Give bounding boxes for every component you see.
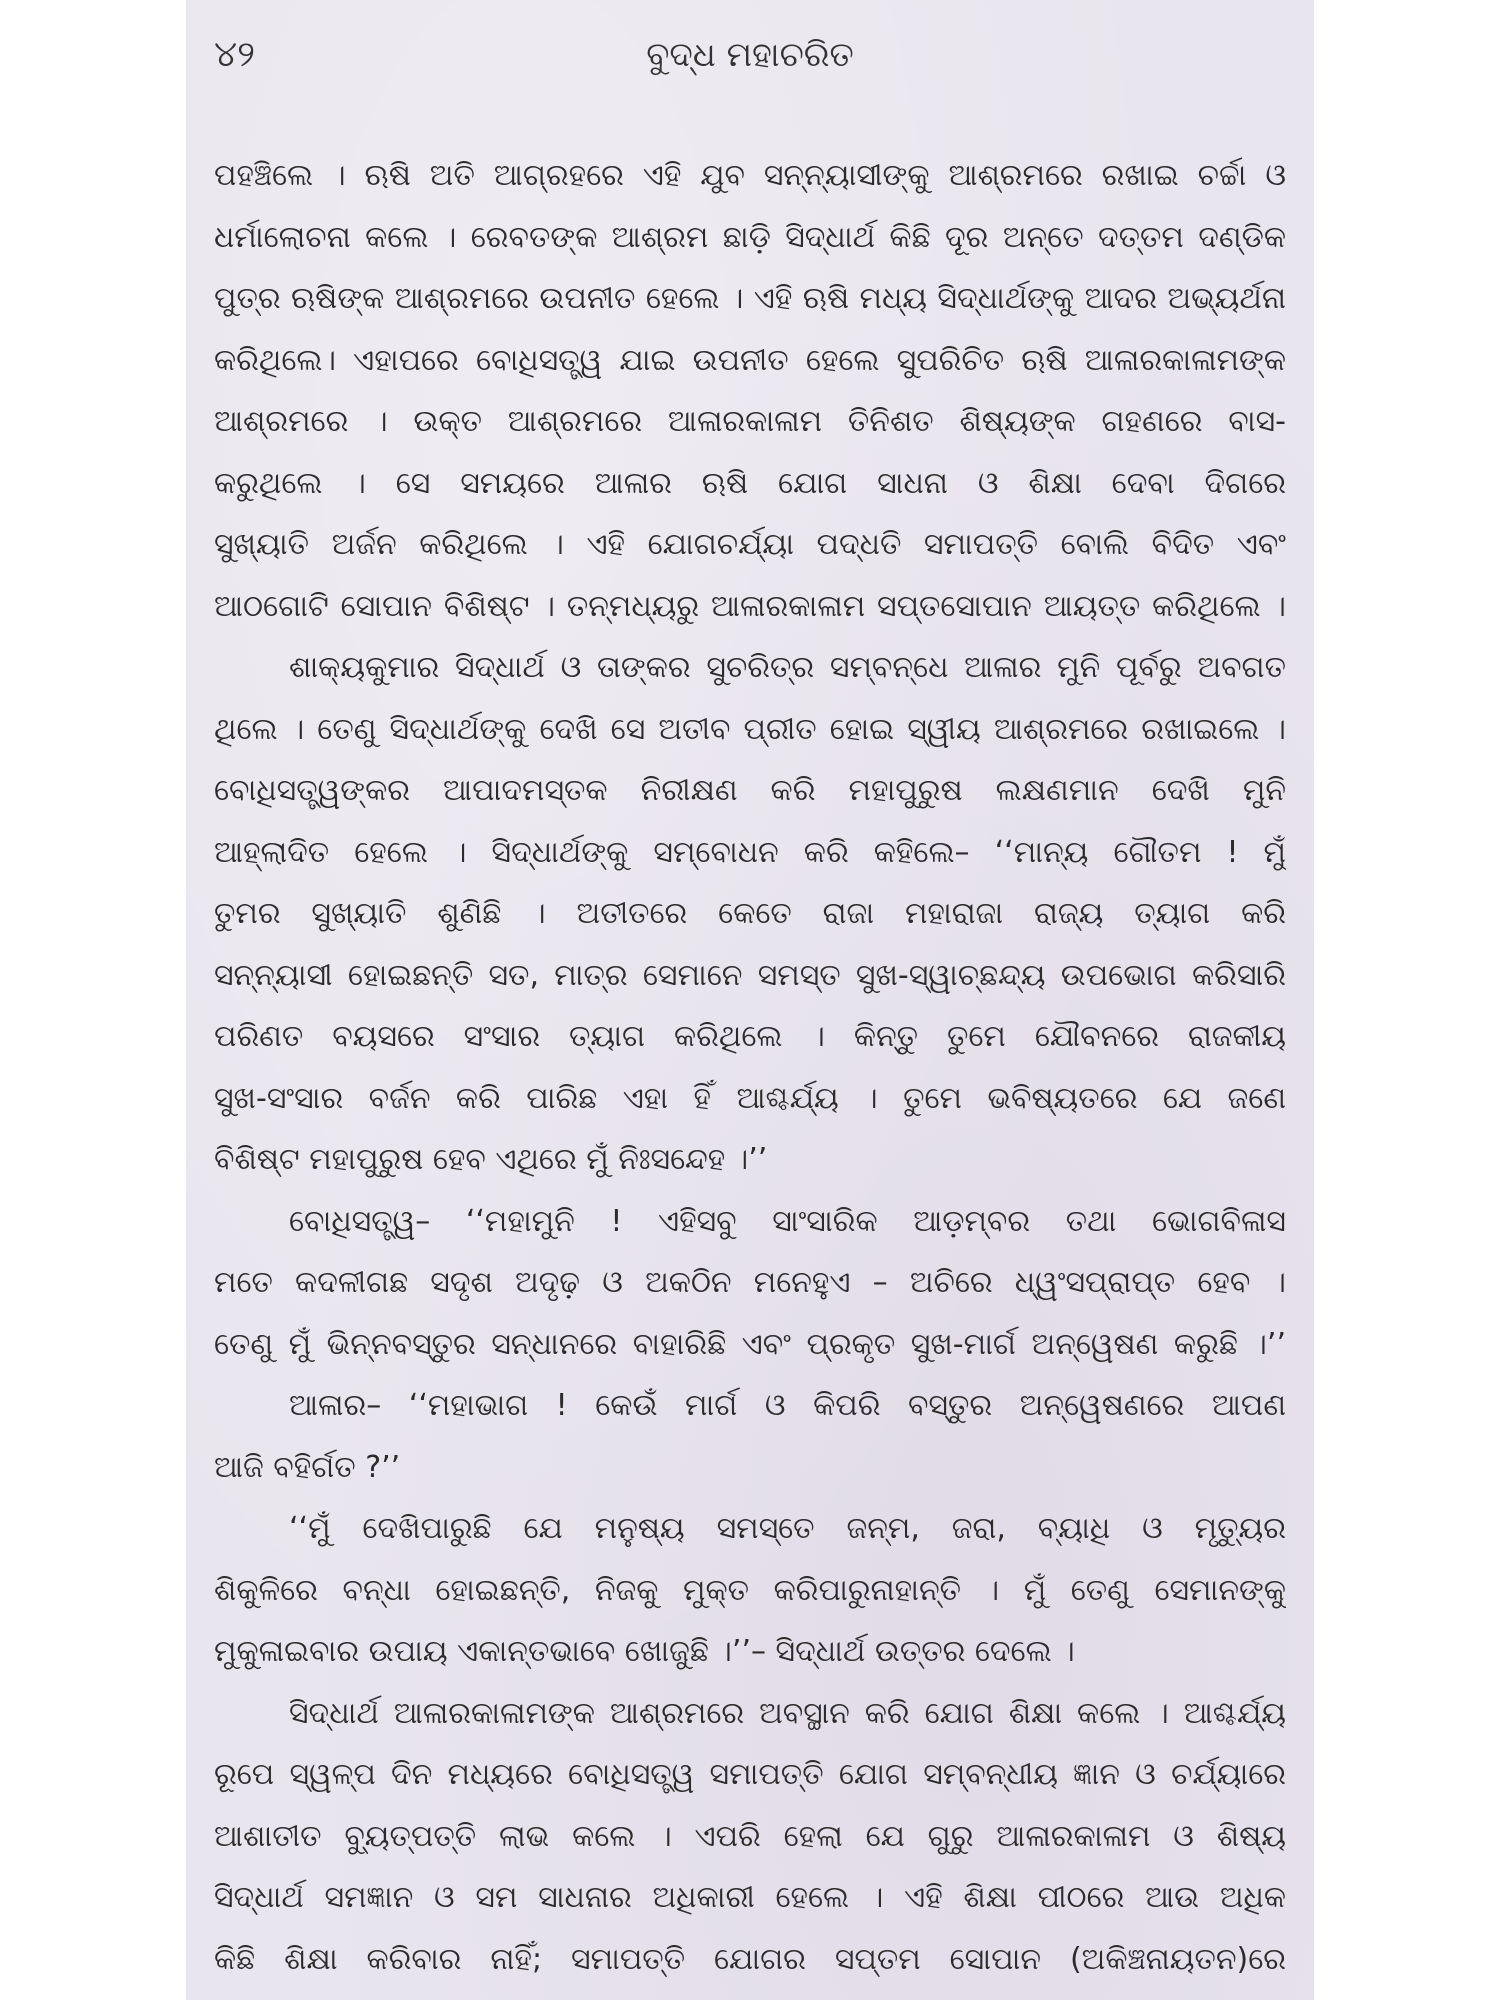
text-line: ମତେ କଦଳୀଗଛ ସଦୃଶ ଅଦୃଢ଼ ଓ ଅକଠିନ ମନେହୁଏ – ଅଚିରେ ଧ୍ୱଂସପ୍ରାପ୍ତ ହେବ । (214, 1265, 1286, 1300)
text-line: ଆହ୍ଲାଦିତ ହେଲେ । ସିଦ୍ଧାର୍ଥଙ୍କୁ ସମ୍ବୋଧନ କରି କହିଲେ– ‘‘ମାନ୍ୟ ଗୌତମ ! ମୁଁ (214, 834, 1286, 870)
text-line: ଆଶ୍ରମରେ । ଉକ୍ତ ଆଶ୍ରମରେ ଆଳାରକାଳାମ ତିନିଶତ ଶିଷ୍ୟଙ୍କ ଗହଣରେ ବାସ- (214, 404, 1286, 439)
text-line: ଆଠଗୋଟି ସୋପାନ ବିଶିଷ୍ଟ । ତନ୍ମଧ୍ୟରୁ ଆଳାରକାଳାମ ସପ୍ତସୋପାନ ଆୟତ୍ତ କରିଥିଲେ । (214, 588, 1286, 624)
text-line: ସିଦ୍ଧାର୍ଥ ଆଳାରକାଳାମଙ୍କ ଆଶ୍ରମରେ ଅବସ୍ଥାନ କରି ଯୋଗ ଶିକ୍ଷା କଲେ । ଆଶ୍ଚର୍ଯ୍ୟ (289, 1695, 1286, 1731)
body-text (214, 145, 1286, 1990)
text-line: ଶିକୁଳିରେ ବନ୍ଧା ହୋଇଛନ୍ତି, ନିଜକୁ ମୁକ୍ତ କରିପାରୁନାହାନ୍ତି । ମୁଁ ତେଣୁ ସେମାନଙ୍କୁ (214, 1572, 1286, 1608)
text-line: ଧର୍ମାଲୋଚନା କଲେ । ରେବତଙ୍କ ଆଶ୍ରମ ଛାଡ଼ି ସିଦ୍ଧାର୍ଥ କିଛି ଦୂର ଅନ୍ତେ ଦତ୍ତମ ଦଣ୍ଡିକ (214, 219, 1286, 255)
text-line: କରୁଥିଲେ । ସେ ସମୟରେ ଆଳାର ଋଷି ଯୋଗ ସାଧନା ଓ ଶିକ୍ଷା ଦେବା ଦିଗରେ (214, 465, 1286, 501)
text-line: ଶାକ୍ୟକୁମାର ସିଦ୍ଧାର୍ଥ ଓ ତାଙ୍କର ସୁଚରିତ୍ର ସମ୍ବନ୍ଧେ ଆଳାର ମୁନି ପୂର୍ବରୁ ଅବଗତ (289, 650, 1286, 685)
page-header (186, 30, 1314, 80)
text-line: ଆଜି ବହିର୍ଗତ ?’’ (214, 1449, 401, 1485)
text-line: ସୁଖ-ସଂସାର ବର୍ଜନ କରି ପାରିଛ ଏହା ହିଁ ଆଶ୍ଚର୍ଯ୍ୟ । ତୁମେ ଭବିଷ୍ୟତରେ ଯେ ଜଣେ (214, 1080, 1286, 1116)
text-line: ତୁମର ସୁଖ୍ୟାତି ଶୁଣିଛି । ଅତୀତରେ କେତେ ରାଜା ମହାରାଜା ରାଜ୍ୟ ତ୍ୟାଗ କରି (214, 896, 1286, 931)
text-line: ସିଦ୍ଧାର୍ଥ ସମଜ୍ଞାନ ଓ ସମ ସାଧନାର ଅଧିକାରୀ ହେଲେ । ଏହି ଶିକ୍ଷା ପୀଠରେ ଆଉ ଅଧିକ (214, 1880, 1286, 1915)
text-line: ବିଶିଷ୍ଟ ମହାପୁରୁଷ ହେବ ଏଥିରେ ମୁଁ ନିଃସନ୍ଦେହ ।’’ (214, 1142, 768, 1177)
page-number: ୪୨ (214, 34, 256, 75)
text-line: ବୋଧିସତ୍ତ୍ୱ– ‘‘ମହାମୁନି ! ଏହିସବୁ ସାଂସାରିକ ଆଡ଼ମ୍ବର ତଥା ଭୋଗବିଳାସ (289, 1203, 1286, 1239)
text-line: ସନ୍ନ୍ୟାସୀ ହୋଇଛନ୍ତି ସତ, ମାତ୍ର ସେମାନେ ସମସ୍ତ ସୁଖ-ସ୍ୱାଚ୍ଛନ୍ଦ୍ୟ ଉପଭୋଗ କରିସାରି (214, 957, 1286, 993)
text-line: ସୁଖ୍ୟାତି ଅର୍ଜନ କରିଥିଲେ । ଏହି ଯୋଗଚର୍ଯ୍ୟା ପଦ୍ଧତି ସମାପତ୍ତି ବୋଲି ବିଦିତ ଏବଂ (214, 527, 1286, 562)
text-line: ପୁତ୍ର ଋଷିଙ୍କ ଆଶ୍ରମରେ ଉପନୀତ ହେଲେ । ଏହି ଋଷି ମଧ୍ୟ ସିଦ୍ଧାର୍ଥଙ୍କୁ ଆଦର ଅଭ୍ୟର୍ଥନା (214, 281, 1286, 316)
running-title: ବୁଦ୍ଧ ମହାଚରିତ (646, 35, 854, 75)
text-line: ଆଳାର– ‘‘ମହାଭାଗ ! କେଉଁ ମାର୍ଗ ଓ କିପରି ବସ୍ତୁର ଅନ୍ୱେଷଣରେ ଆପଣ (289, 1388, 1286, 1423)
text-line: ‘‘ମୁଁ ଦେଖିପାରୁଛି ଯେ ମନୁଷ୍ୟ ସମସ୍ତେ ଜନ୍ମ, ଜରା, ବ୍ୟାଧି ଓ ମୃତ୍ୟୁର (289, 1511, 1286, 1546)
text-line: ପରିଣତ ବୟସରେ ସଂସାର ତ୍ୟାଗ କରିଥିଲେ । କିନ୍ତୁ ତୁମେ ଯୌବନରେ ରାଜକୀୟ (214, 1019, 1286, 1054)
book-page (186, 0, 1314, 2000)
text-line: ବୋଧିସତ୍ତ୍ୱଙ୍କର ଆପାଦମସ୍ତକ ନିରୀକ୍ଷଣ କରି ମହାପୁରୁଷ ଲକ୍ଷଣମାନ ଦେଖି ମୁନି (214, 773, 1286, 808)
text-line: ଆଶାତୀତ ବ୍ୟୁତ୍ପତ୍ତି ଲାଭ କଲେ । ଏପରି ହେଲା ଯେ ଗୁରୁ ଆଳାରକାଳାମ ଓ ଶିଷ୍ୟ (214, 1818, 1286, 1854)
text-line: ପହଞ୍ଚିଲେ । ଋଷି ଅତି ଆଗ୍ରହରେ ଏହି ଯୁବ ସନ୍ନ୍ୟାସୀଙ୍କୁ ଆଶ୍ରମରେ ରଖାଇ ଚର୍ଚ୍ଚା ଓ (214, 158, 1286, 193)
text-line: ରୂପେ ସ୍ୱଳ୍ପ ଦିନ ମଧ୍ୟରେ ବୋଧିସତ୍ତ୍ୱ ସମାପତ୍ତି ଯୋଗ ସମ୍ବନ୍ଧୀୟ ଜ୍ଞାନ ଓ ଚର୍ଯ୍ୟାରେ (214, 1757, 1286, 1792)
text-line: ତେଣୁ ମୁଁ ଭିନ୍ନବସ୍ତୁର ସନ୍ଧାନରେ ବାହାରିଛି ଏବଂ ପ୍ରକୃତ ସୁଖ-ମାର୍ଗ ଅନ୍ୱେଷଣ କରୁଛି ।’’ (214, 1326, 1286, 1362)
text-line: କିଛି ଶିକ୍ଷା କରିବାର ନାହିଁ; ସମାପତ୍ତି ଯୋଗର ସପ୍ତମ ସୋପାନ (ଅକିଞ୍ଚନାୟତନ)ରେ (214, 1941, 1286, 1977)
text-line: କରିଥିଲେ। ଏହାପରେ ବୋଧିସତ୍ତ୍ୱ ଯାଇ ଉପନୀତ ହେଲେ ସୁପରିଚିତ ଋଷି ଆଳାରକାଳାମଙ୍କ (214, 342, 1286, 378)
text-line: ଥିଲେ । ତେଣୁ ସିଦ୍ଧାର୍ଥଙ୍କୁ ଦେଖି ସେ ଅତୀବ ପ୍ରୀତ ହୋଇ ସ୍ୱୀୟ ଆଶ୍ରମରେ ରଖାଇଲେ । (214, 711, 1286, 747)
text-line: ମୁକୁଳାଇବାର ଉପାୟ ଏକାନ୍ତଭାବେ ଖୋଜୁଛି ।’’– ସିଦ୍ଧାର୍ଥ ଉତ୍ତର ଦେଲେ । (214, 1634, 1075, 1669)
